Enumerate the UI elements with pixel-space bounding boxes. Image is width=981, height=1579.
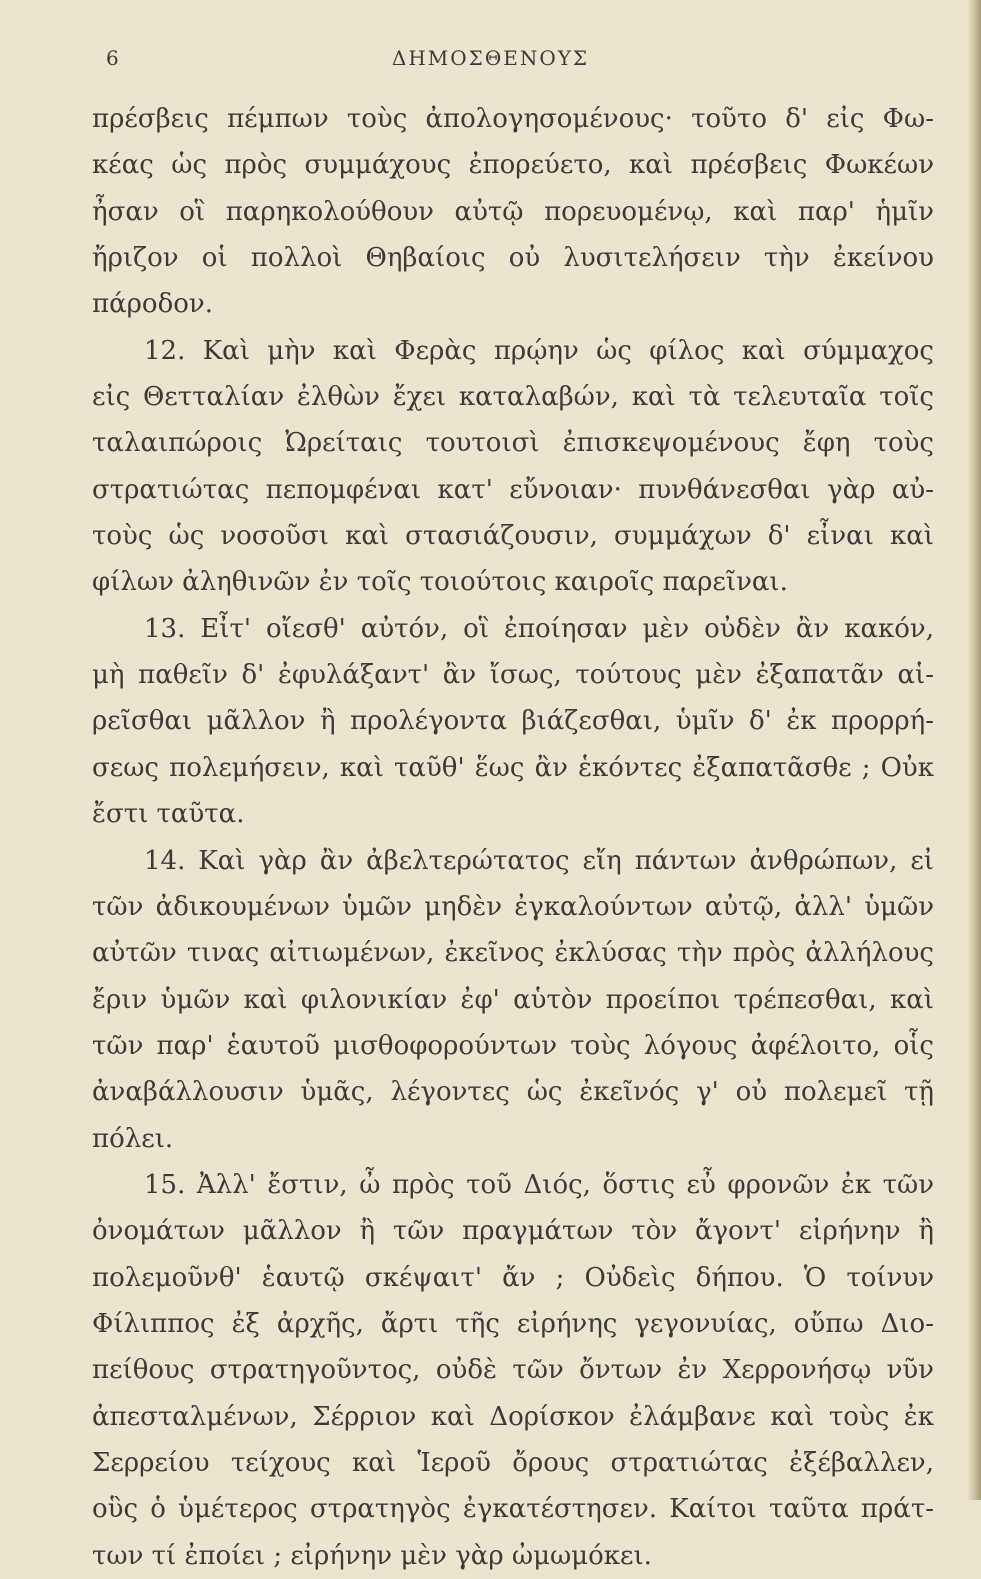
- page-number: 6: [106, 46, 120, 70]
- text-line: κέας ὡς πρὸς συμμάχους ἐπορεύετο, καὶ πρέσβεις Φωκέων: [92, 150, 934, 181]
- paragraph-start-line: 15. Ἀλλ' ἔστιν, ὦ πρὸς τοῦ Διός, ὅστις εὖ φρονῶν ἐκ τῶν: [144, 1169, 934, 1200]
- paragraph-start-line: 12. Καὶ μὴν καὶ Φερὰς πρῴην ὡς φίλος καὶ σύμμαχος: [144, 335, 934, 366]
- paragraph-start-line: 14. Καὶ γὰρ ἂν ἀβελτερώτατος εἴη πάντων ἀνθρώπων, εἰ: [144, 845, 934, 876]
- page-edge-shadow: [967, 0, 981, 1500]
- text-line: πρέσβεις πέμπων τοὺς ἀπολογησομένους· τοῦτο δ' εἰς Φω-: [92, 104, 934, 134]
- text-line: φίλων ἀληθινῶν ἐν τοῖς τοιούτοις καιροῖς παρεῖναι.: [92, 567, 788, 598]
- paragraph-start-line: 13. Εἶτ' οἴεσθ' αὐτόν, οἳ ἐποίησαν μὲν οὐδὲν ἂν κακόν,: [144, 613, 934, 644]
- body-text: [92, 96, 934, 1579]
- text-line: στρατιώτας πεπομφέναι κατ' εὔνοιαν· πυνθάνεσθαι γὰρ αὐ-: [92, 474, 934, 505]
- text-line: τῶν ἀδικουμένων ὑμῶν μηδὲν ἐγκαλούντων αὐτῷ, ἀλλ' ὑμῶν: [92, 891, 934, 922]
- text-line: ρεῖσθαι μᾶλλον ἢ προλέγοντα βιάζεσθαι, ὑμῖν δ' ἐκ προρρή-: [92, 706, 934, 737]
- text-line: τῶν παρ' ἑαυτοῦ μισθοφορούντων τοὺς λόγους ἀφέλοιτο, οἷς: [92, 1030, 934, 1061]
- text-line: ταλαιπώροις Ὠρείταις τουτοισὶ ἐπισκεψομένους ἔφη τοὺς: [92, 428, 934, 459]
- text-line: ἔριν ὑμῶν καὶ φιλονικίαν ἐφ' αὑτὸν προείποι τρέπεσθαι, καὶ: [92, 984, 934, 1015]
- page-header: [0, 46, 981, 78]
- text-line: πόλει.: [92, 1123, 174, 1154]
- text-line: ἀναβάλλουσιν ὑμᾶς, λέγοντες ὡς ἐκεῖνός γ' οὐ πολεμεῖ τῇ: [92, 1077, 934, 1108]
- text-line: ἀπεσταλμένων, Σέρριον καὶ Δορίσκον ἐλάμβανε καὶ τοὺς ἐκ: [92, 1401, 934, 1432]
- text-line: ὀνομάτων μᾶλλον ἢ τῶν πραγμάτων τὸν ἄγοντ' εἰρήνην ἢ: [92, 1216, 934, 1247]
- text-line: εἰς Θετταλίαν ἐλθὼν ἔχει καταλαβών, καὶ τὰ τελευταῖα τοῖς: [92, 382, 934, 413]
- text-line: οὓς ὁ ὑμέτερος στρατηγὸς ἐγκατέστησεν. Καίτοι ταῦτα πράτ-: [92, 1494, 934, 1525]
- text-line: των τί ἐποίει ; εἰρήνην μὲν γὰρ ὠμωμόκει.: [92, 1540, 652, 1571]
- text-line: ἔστι ταῦτα.: [92, 799, 245, 830]
- text-line: πάροδον.: [92, 289, 213, 320]
- text-line: πολεμοῦνθ' ἑαυτῷ σκέψαιτ' ἄν ; Οὐδεὶς δήπου. Ὁ τοίνυν: [92, 1262, 934, 1293]
- text-line: τοὺς ὡς νοσοῦσι καὶ στασιάζουσιν, συμμάχων δ' εἶναι καὶ: [92, 521, 934, 552]
- text-line: ἤριζον οἱ πολλοὶ Θηβαίοις οὐ λυσιτελήσειν τὴν ἐκείνου: [92, 243, 934, 274]
- text-line: Φίλιππος ἐξ ἀρχῆς, ἄρτι τῆς εἰρήνης γεγονυίας, οὔπω Διο-: [92, 1308, 934, 1339]
- text-line: Σερρείου τείχους καὶ Ἱεροῦ ὄρους στρατιώτας ἐξέβαλλεν,: [92, 1447, 934, 1478]
- text-line: μὴ παθεῖν δ' ἐφυλάξαντ' ἂν ἴσως, τούτους μὲν ἐξαπατᾶν αἱ-: [92, 660, 934, 691]
- text-line: πείθους στρατηγοῦντος, οὐδὲ τῶν ὄντων ἐν Χερρονήσῳ νῦν: [92, 1355, 934, 1386]
- text-line: σεως πολεμήσειν, καὶ ταῦθ' ἕως ἂν ἑκόντες ἐξαπατᾶσθε ; Οὐκ: [92, 752, 934, 783]
- text-line: ἦσαν οἳ παρηκολούθουν αὐτῷ πορευομένῳ, καὶ παρ' ἡμῖν: [92, 196, 934, 227]
- text-line: αὐτῶν τινας αἰτιωμένων, ἐκεῖνος ἐκλύσας τὴν πρὸς ἀλλήλους: [92, 938, 934, 969]
- running-head: ΔΗΜΟΣΘΕΝΟΥΣ: [391, 46, 590, 70]
